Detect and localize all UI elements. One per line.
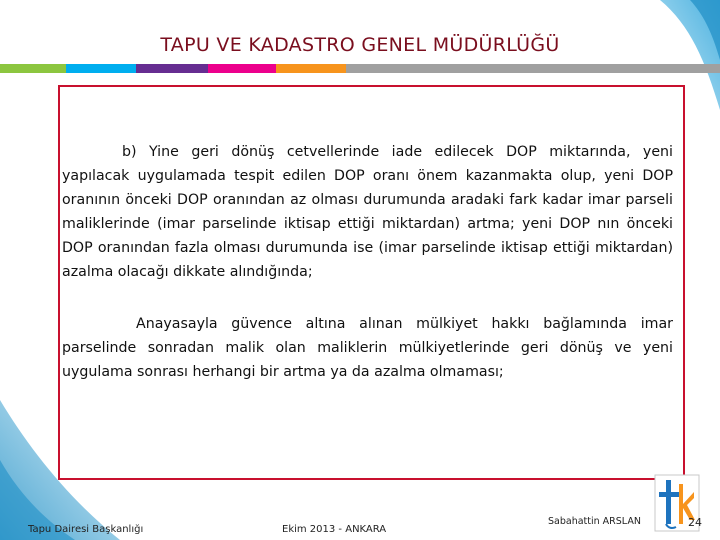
stripe-orange [276, 64, 346, 73]
stripe-magenta [208, 64, 276, 73]
stripe-purple [136, 64, 208, 73]
footer-department: Tapu Dairesi Başkanlığı [28, 524, 144, 535]
footer-date: Ekim 2013 - ANKARA [282, 524, 387, 535]
stripe-gray [346, 64, 720, 73]
stripe-green [0, 64, 66, 73]
stripe-blue [66, 64, 136, 73]
paragraph-1: b) Yine geri dönüş cetvellerinde iade edilecek DOP miktarında, yeni yapılacak uygulamada tespit edilen DOP oranı önem kazanmakta olup, yeni DOP oranının önceki DOP oranından az olması durumunda aradaki fark kadar imar parseli maliklerinde (imar parselinde iktisap ettiği miktardan) artma; yeni DOP nın önceki DOP oranından fazla olması durumunda ise (imar parselinde iktisap ettiği miktardan) azalma olacağı dikkate alındığında; [62, 144, 673, 280]
slide-title: TAPU VE KADASTRO GENEL MÜDÜRLÜĞÜ [160, 34, 560, 56]
paragraph-2: Anayasayla güvence altına alınan mülkiyet hakkı bağlamında imar parselinde sonradan malik olan maliklerin mülkiyetlerinde geri dönüş ve yeni uygulama sonrası herhangi bir artma ya da azalma olmaması; [62, 316, 673, 380]
footer-author: Sabahattin ARSLAN [548, 516, 641, 527]
page-number: 24 [688, 516, 702, 529]
